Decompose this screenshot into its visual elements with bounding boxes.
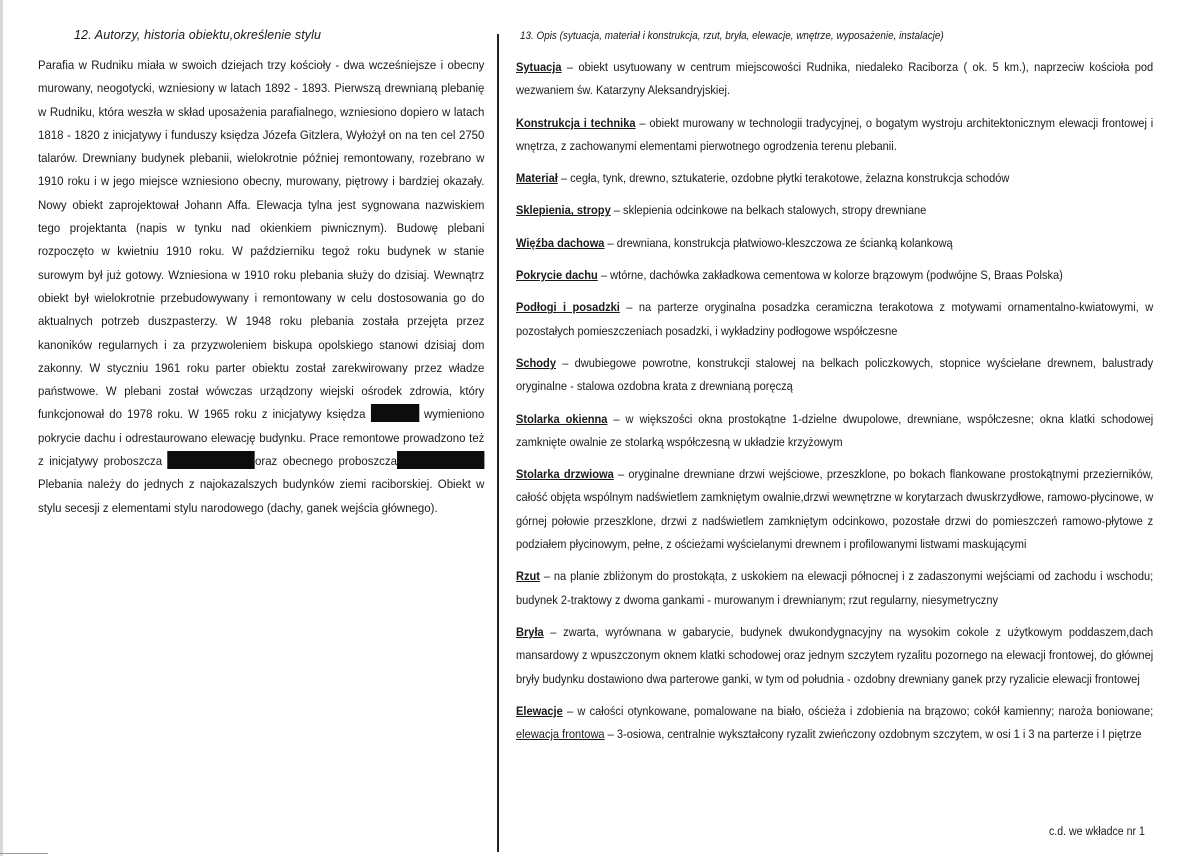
entry-konstrukcja bbox=[516, 112, 1153, 159]
entry-term: Podłogi i posadzki bbox=[516, 300, 620, 315]
entry-elewacje bbox=[516, 700, 1153, 747]
entry-bryla bbox=[516, 621, 1153, 691]
entry-term: Stolarka drzwiowa bbox=[516, 467, 614, 482]
entry-term: Konstrukcja i technika bbox=[516, 115, 636, 130]
entry-text: – na parterze oryginalna posadzka ceramiczna terakotowa z motywami ornamentalno-kwiatowymi, w pozostałych pomieszczeniach posadzki, i wykładziny podłogowe współczesne bbox=[516, 300, 1154, 338]
section-heading-description: 13. Opis (sytuacja, materiał i konstrukcja, rzut, bryła, elewacje, wnętrze, wyposażenie, instalacje) bbox=[520, 30, 944, 42]
entry-text: – cegła, tynk, drewno, sztukaterie, ozdobne płytki terakotowe, żelazna konstrukcja schodów bbox=[557, 171, 1010, 186]
entry-text: – dwubiegowe powrotne, konstrukcji stalowej na belkach policzkowych, stopnice wyściełane drewnem, balustrady oryginalne - stalowa ozdobna krata z drewnianą poręczą bbox=[516, 355, 1154, 394]
redaction-box bbox=[397, 451, 484, 469]
entry-schody bbox=[516, 352, 1153, 399]
history-text-4: Plebania należy do jednych z najokazalszych budynków ziemi raciborskiej. Obiekt w stylu secesji z elementami stylu narodowego (dachy, ganek wejścia głównego). bbox=[38, 477, 485, 515]
entry-text: – oryginalne drewniane drzwi wejściowe, przeszklone, po bokach flankowane prostokątnymi przezierników, całość objęta wspólnym nadświetlem zamkniętym owalnie,drzwi wewnętrzne w korytarzach dwuskrzydłowe, ramowo-płycinowe, w górnej połowie przeszklone, drzwi z nadświetlem zamkniętym odcinkowo, pozostałe drzwi do pomieszczeń ramowo-płytowe z podziałem płycinowym, pełne, z ościeżami wyścielanymi drewnem i profilowanymi listwami maskującymi bbox=[516, 467, 1154, 552]
entry-podlogi bbox=[516, 296, 1153, 343]
entry-stolarka-okienna bbox=[516, 408, 1153, 455]
entry-term: Elewacje bbox=[516, 703, 563, 718]
section-heading-history: 12. Autorzy, historia obiektu,określenie stylu bbox=[74, 28, 322, 42]
entry-text: – na planie zbliżonym do prostokąta, z uskokiem na elewacji północnej i z zadaszonymi wejściami od zachodu i wschodu; budynek 2-traktowy z dwoma gankami - murowanym i drewnianym; rzut regularny, niesymetryczny bbox=[516, 569, 1154, 607]
entry-text: – wtórne, dachówka zakładkowa cementowa w kolorze brązowym (podwójne S, Braas Polska) bbox=[597, 268, 1063, 283]
entry-rzut bbox=[516, 565, 1153, 612]
section-history bbox=[38, 28, 484, 520]
entry-wiezba bbox=[516, 232, 1153, 255]
history-text-2: wymieniono pokrycie dachu i odrestaurowano elewację budynku. Prace remontowe prowadzono też z inicjatywy proboszcza bbox=[38, 407, 485, 469]
entry-text: – drewniana, konstrukcja płatwiowo-kleszczowa ze ścianką kolankową bbox=[604, 235, 953, 250]
entry-sytuacja bbox=[516, 56, 1153, 103]
scan-edge-shadow bbox=[0, 0, 3, 856]
redaction-box bbox=[371, 404, 419, 422]
entry-text: – w większości okna prostokątne 1-dzielne dwupolowe, drewniane, współczesne; okna klatki schodowej zamknięte owalnie ze stolarką współczesną w układzie krzyżowym bbox=[516, 411, 1154, 449]
history-paragraph bbox=[38, 54, 484, 520]
entry-text: – sklepienia odcinkowe na belkach stalowych, stropy drewniane bbox=[610, 203, 927, 218]
entry-term: Sytuacja bbox=[516, 60, 562, 74]
entry-subterm: elewacja frontowa bbox=[516, 727, 605, 742]
section-description bbox=[516, 30, 1156, 755]
entry-text: – zwarta, wyrównana w gabarycie, budynek dwukondygnacyjny na wysokim cokole z użytkowym poddaszem,dach mansardowy z wpuszczonym oknem klatki schodowej oraz jednym szczytem ryzalitu pozornego na elewacji frontowej, do głównej bryły budynku dostawiono dwa parterowe ganki, w tym od południa - ozdobny drewniany ganek przy ryzalicie elewacji frontowej bbox=[516, 624, 1154, 686]
entry-sklepienia bbox=[516, 199, 1153, 222]
entry-term: Bryła bbox=[516, 624, 544, 639]
history-text-3: oraz obecnego proboszcza bbox=[255, 454, 397, 469]
continuation-note: c.d. we wkładce nr 1 bbox=[1049, 826, 1145, 838]
entry-subtext: – 3-osiowa, centralnie wykształcony ryzalit zwieńczony ozdobnym szczytem, w osi 1 i 3 na parterze i I piętrze bbox=[604, 727, 1142, 742]
entry-pokrycie bbox=[516, 264, 1153, 287]
entry-stolarka-drzwiowa bbox=[516, 463, 1153, 556]
entry-material bbox=[516, 167, 1153, 190]
entry-term: Pokrycie dachu bbox=[516, 268, 598, 283]
history-text-1: Parafia w Rudniku miała w swoich dziejach trzy kościoły - dwa wcześniejsze i obecny murowany, neogotycki, wzniesiony w latach 1892 - 1893. Pierwszą drewnianą plebanię w Rudniku, która weszła w skład uposażenia parafialnego, wzniesiono dopiero w latach 1818 - 1820 z inicjatywy i funduszy księdza Józefa Gitzlera, Wyłożył on na ten cel 2750 talarów. Drewniany budynek plebanii, wielokrotnie później remontowany, rozebrano w 1910 roku i w jego miejsce wzniesiono obecny, murowany, piętrowy i bardziej okazały. Nowy obiekt zaprojektował Johann Affa. Elewacja tylna jest sygnowana nazwiskiem tego projektanta (napis w tynku nad okienkiem piwnicznym). Budowę plebani rozpoczęto w kwietniu 1910 roku. W październiku tegoż roku budynek w stanie surowym był już gotowy. Wzniesiona w 1910 roku plebania służy do dzisiaj. Wewnątrz obiekt był wielokrotnie przebudowywany i remontowany w celu dostosowania go do aktualnych potrzeb duszpasterzy. W 1948 roku plebania została przejęta przez kanoników regularnych i za przyzwoleniem biskupa opolskiego stanowi dzisiaj dom zakonny. W styczniu 1961 roku parter obiektu został zarekwirowany przez władze państwowe. W plebani został wówczas urządzony wiejski ośrodek zdrowia, który funkcjonował do 1978 roku. W 1965 roku z inicjatywy księdza bbox=[38, 58, 485, 422]
redaction-box bbox=[168, 451, 255, 469]
entry-text: – w całości otynkowane, pomalowane na biało, ościeża i zdobienia na brązowo; cokół kamienny; naroża boniowane; bbox=[562, 703, 1154, 718]
entry-term: Materiał bbox=[516, 171, 558, 186]
entry-term: Rzut bbox=[516, 569, 540, 584]
column-divider bbox=[497, 34, 499, 852]
entry-term: Schody bbox=[516, 355, 556, 370]
description-entries bbox=[516, 56, 1156, 746]
entry-text: – obiekt usytuowany w centrum miejscowości Rudnika, niedaleko Raciborza ( ok. 5 km.), naprzeciw kościoła pod wezwaniem św. Katarzyny Aleksandryjskiej. bbox=[516, 60, 1154, 98]
entry-text: – obiekt murowany w technologii tradycyjnej, o bogatym wystroju architektonicznym elewacji frontowej i wnętrza, z zachowanymi elementami pierwotnego ogrodzenia terenu plebanii. bbox=[516, 115, 1154, 153]
scan-bottom-mark bbox=[0, 853, 48, 854]
entry-term: Sklepienia, stropy bbox=[516, 203, 611, 218]
entry-term: Więźba dachowa bbox=[516, 235, 605, 250]
entry-term: Stolarka okienna bbox=[516, 411, 608, 426]
